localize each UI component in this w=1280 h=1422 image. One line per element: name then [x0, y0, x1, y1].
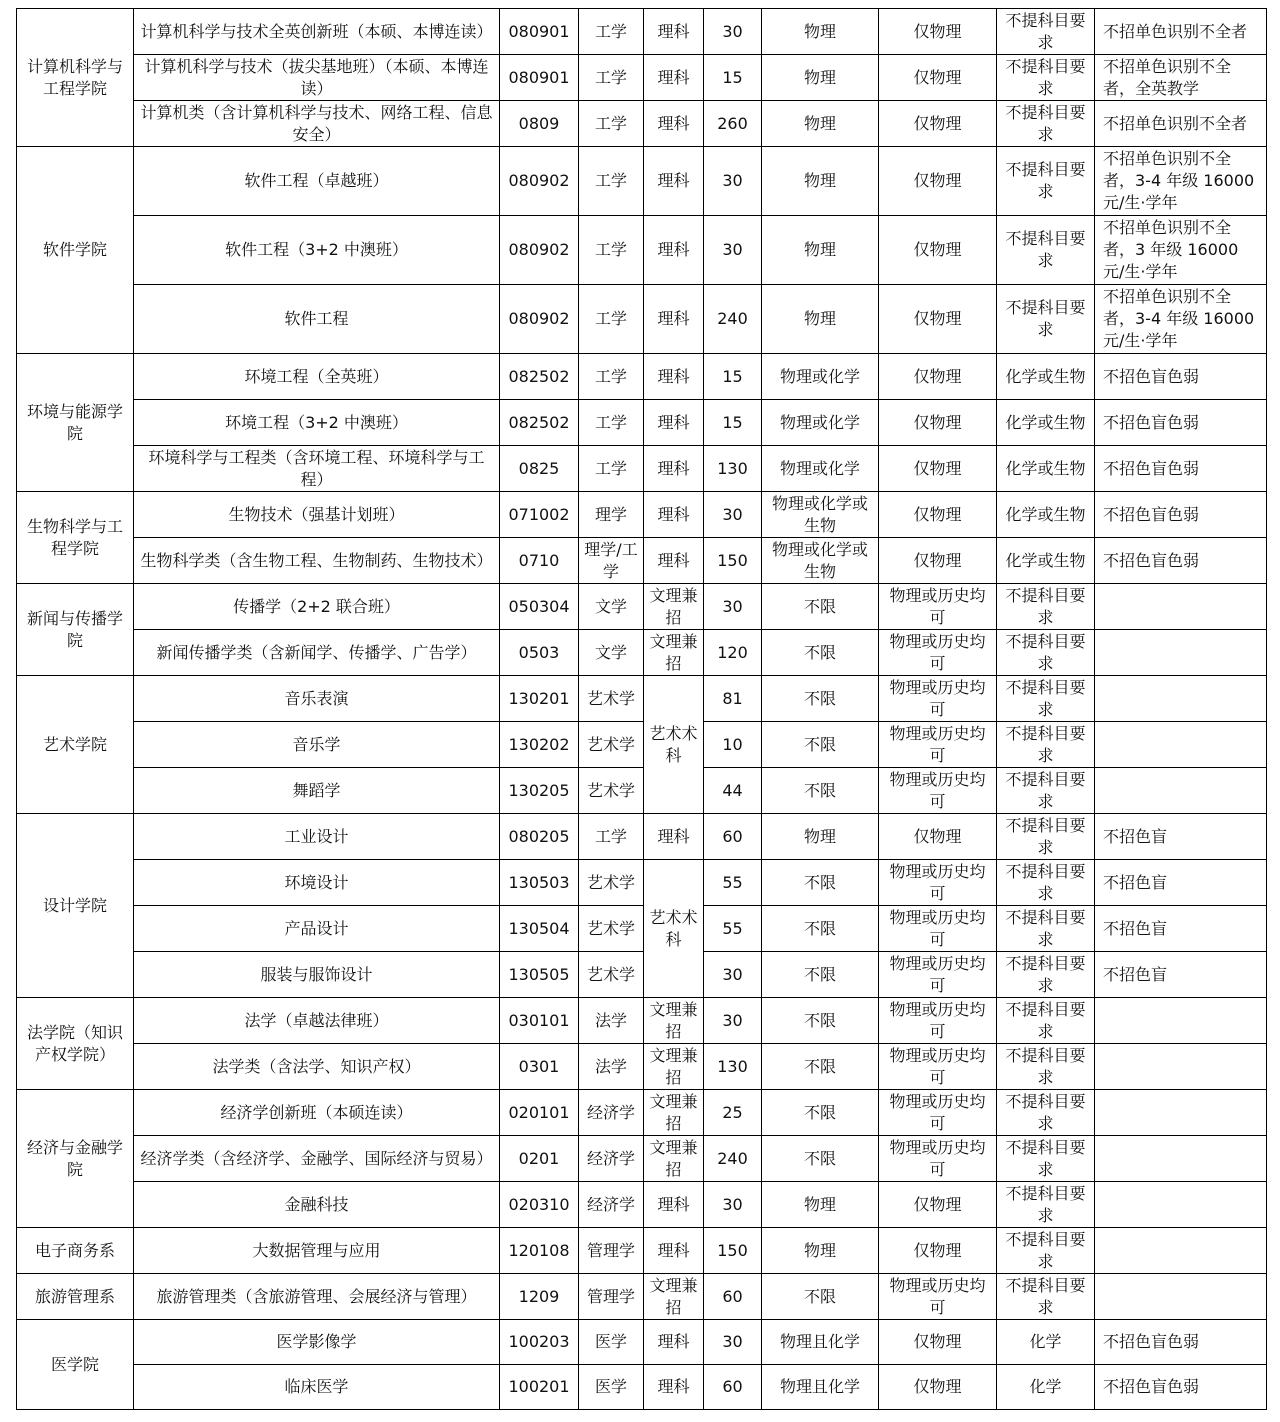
quota-cell: 15 [704, 354, 762, 400]
category-cell: 理科 [644, 1320, 704, 1365]
preferred-subject-cell: 物理且化学 [762, 1365, 879, 1410]
category-cell: 理科 [644, 354, 704, 400]
major-cell: 舞蹈学 [134, 768, 500, 814]
elective-requirement-cell: 不提科目要求 [997, 584, 1095, 630]
code-cell: 1209 [500, 1274, 579, 1320]
major-cell: 工业设计 [134, 814, 500, 860]
major-cell: 计算机类（含计算机科学与技术、网络工程、信息安全） [134, 101, 500, 147]
major-cell: 音乐表演 [134, 676, 500, 722]
elective-requirement-cell: 化学 [997, 1365, 1095, 1410]
code-cell: 080901 [500, 9, 579, 55]
preferred-subject-cell: 物理 [762, 216, 879, 285]
elective-requirement-cell: 不提科目要求 [997, 1044, 1095, 1090]
quota-cell: 44 [704, 768, 762, 814]
first-subject-cell: 仅物理 [879, 9, 997, 55]
table-row [17, 446, 1267, 492]
quota-cell: 260 [704, 101, 762, 147]
notes-cell: 不招单色识别不全者 [1095, 9, 1267, 55]
category-cell: 文理兼招 [644, 584, 704, 630]
preferred-subject-cell: 不限 [762, 1044, 879, 1090]
discipline-cell: 艺术学 [579, 860, 644, 906]
notes-cell: 不招单色识别不全者，3-4 年级 16000 元/生·学年 [1095, 285, 1267, 354]
notes-cell: 不招色盲色弱 [1095, 492, 1267, 538]
notes-cell: 不招色盲色弱 [1095, 400, 1267, 446]
preferred-subject-cell: 物理或化学 [762, 400, 879, 446]
first-subject-cell: 仅物理 [879, 1228, 997, 1274]
major-cell: 经济学类（含经济学、金融学、国际经济与贸易） [134, 1136, 500, 1182]
first-subject-cell: 仅物理 [879, 1182, 997, 1228]
category-cell: 文理兼招 [644, 1136, 704, 1182]
code-cell: 0825 [500, 446, 579, 492]
table-row [17, 354, 1267, 400]
notes-cell [1095, 676, 1267, 722]
first-subject-cell: 物理或历史均可 [879, 722, 997, 768]
category-cell: 理科 [644, 147, 704, 216]
discipline-cell: 医学 [579, 1365, 644, 1410]
code-cell: 0201 [500, 1136, 579, 1182]
discipline-cell: 医学 [579, 1320, 644, 1365]
table-row [17, 814, 1267, 860]
elective-requirement-cell: 不提科目要求 [997, 768, 1095, 814]
preferred-subject-cell: 不限 [762, 676, 879, 722]
quota-cell: 240 [704, 1136, 762, 1182]
discipline-cell: 经济学 [579, 1136, 644, 1182]
table-row [17, 952, 1267, 998]
discipline-cell: 工学 [579, 9, 644, 55]
category-cell: 文理兼招 [644, 1274, 704, 1320]
elective-requirement-cell: 不提科目要求 [997, 1090, 1095, 1136]
elective-requirement-cell: 不提科目要求 [997, 630, 1095, 676]
elective-requirement-cell: 不提科目要求 [997, 676, 1095, 722]
major-cell: 环境工程（3+2 中澳班） [134, 400, 500, 446]
table-row [17, 1044, 1267, 1090]
major-cell: 环境设计 [134, 860, 500, 906]
college-cell: 电子商务系 [17, 1228, 134, 1274]
table-row [17, 538, 1267, 584]
category-cell: 理科 [644, 1182, 704, 1228]
preferred-subject-cell: 物理且化学 [762, 1320, 879, 1365]
table-row [17, 1136, 1267, 1182]
major-cell: 软件工程（3+2 中澳班） [134, 216, 500, 285]
major-cell: 环境科学与工程类（含环境工程、环境科学与工程） [134, 446, 500, 492]
first-subject-cell: 物理或历史均可 [879, 584, 997, 630]
elective-requirement-cell: 不提科目要求 [997, 147, 1095, 216]
major-cell: 传播学（2+2 联合班） [134, 584, 500, 630]
category-cell: 理科 [644, 492, 704, 538]
preferred-subject-cell: 物理 [762, 1182, 879, 1228]
first-subject-cell: 仅物理 [879, 55, 997, 101]
first-subject-cell: 物理或历史均可 [879, 952, 997, 998]
quota-cell: 10 [704, 722, 762, 768]
first-subject-cell: 仅物理 [879, 400, 997, 446]
first-subject-cell: 仅物理 [879, 1365, 997, 1410]
notes-cell: 不招单色识别不全者 [1095, 101, 1267, 147]
quota-cell: 30 [704, 1182, 762, 1228]
code-cell: 130503 [500, 860, 579, 906]
code-cell: 0710 [500, 538, 579, 584]
category-cell: 文理兼招 [644, 1044, 704, 1090]
code-cell: 080205 [500, 814, 579, 860]
discipline-cell: 经济学 [579, 1090, 644, 1136]
category-cell: 艺术术科 [644, 676, 704, 814]
code-cell: 130505 [500, 952, 579, 998]
category-cell: 文理兼招 [644, 630, 704, 676]
college-cell: 经济与金融学院 [17, 1090, 134, 1228]
code-cell: 071002 [500, 492, 579, 538]
table-row [17, 722, 1267, 768]
elective-requirement-cell: 不提科目要求 [997, 722, 1095, 768]
quota-cell: 150 [704, 538, 762, 584]
category-cell: 理科 [644, 814, 704, 860]
first-subject-cell: 物理或历史均可 [879, 1044, 997, 1090]
major-cell: 环境工程（全英班） [134, 354, 500, 400]
elective-requirement-cell: 化学或生物 [997, 492, 1095, 538]
major-cell: 产品设计 [134, 906, 500, 952]
major-cell: 服装与服饰设计 [134, 952, 500, 998]
first-subject-cell: 仅物理 [879, 1320, 997, 1365]
elective-requirement-cell: 不提科目要求 [997, 998, 1095, 1044]
discipline-cell: 文学 [579, 584, 644, 630]
quota-cell: 30 [704, 952, 762, 998]
code-cell: 130205 [500, 768, 579, 814]
first-subject-cell: 仅物理 [879, 285, 997, 354]
major-cell: 法学（卓越法律班） [134, 998, 500, 1044]
preferred-subject-cell: 不限 [762, 722, 879, 768]
code-cell: 082502 [500, 400, 579, 446]
elective-requirement-cell: 不提科目要求 [997, 1182, 1095, 1228]
major-cell: 计算机科学与技术全英创新班（本硕、本博连读） [134, 9, 500, 55]
table-row [17, 906, 1267, 952]
code-cell: 030101 [500, 998, 579, 1044]
table-row [17, 768, 1267, 814]
college-cell: 环境与能源学院 [17, 354, 134, 492]
first-subject-cell: 仅物理 [879, 354, 997, 400]
notes-cell: 不招单色识别不全者，3 年级 16000 元/生·学年 [1095, 216, 1267, 285]
preferred-subject-cell: 物理 [762, 147, 879, 216]
notes-cell [1095, 768, 1267, 814]
quota-cell: 120 [704, 630, 762, 676]
code-cell: 0301 [500, 1044, 579, 1090]
college-cell: 设计学院 [17, 814, 134, 998]
code-cell: 130201 [500, 676, 579, 722]
notes-cell: 不招色盲色弱 [1095, 538, 1267, 584]
category-cell: 理科 [644, 400, 704, 446]
table-row [17, 1090, 1267, 1136]
elective-requirement-cell: 不提科目要求 [997, 9, 1095, 55]
preferred-subject-cell: 不限 [762, 860, 879, 906]
preferred-subject-cell: 不限 [762, 998, 879, 1044]
notes-cell: 不招色盲 [1095, 814, 1267, 860]
notes-cell [1095, 1090, 1267, 1136]
quota-cell: 30 [704, 584, 762, 630]
elective-requirement-cell: 化学或生物 [997, 400, 1095, 446]
college-cell: 生物科学与工程学院 [17, 492, 134, 584]
table-row [17, 584, 1267, 630]
college-cell: 艺术学院 [17, 676, 134, 814]
table-row [17, 1228, 1267, 1274]
code-cell: 100201 [500, 1365, 579, 1410]
elective-requirement-cell: 不提科目要求 [997, 55, 1095, 101]
major-cell: 软件工程 [134, 285, 500, 354]
quota-cell: 55 [704, 906, 762, 952]
major-cell: 旅游管理类（含旅游管理、会展经济与管理） [134, 1274, 500, 1320]
elective-requirement-cell: 不提科目要求 [997, 952, 1095, 998]
preferred-subject-cell: 物理 [762, 9, 879, 55]
first-subject-cell: 物理或历史均可 [879, 1274, 997, 1320]
preferred-subject-cell: 不限 [762, 1274, 879, 1320]
discipline-cell: 理学/工学 [579, 538, 644, 584]
table-row [17, 1274, 1267, 1320]
notes-cell [1095, 722, 1267, 768]
first-subject-cell: 物理或历史均可 [879, 906, 997, 952]
discipline-cell: 管理学 [579, 1274, 644, 1320]
preferred-subject-cell: 不限 [762, 1090, 879, 1136]
quota-cell: 55 [704, 860, 762, 906]
preferred-subject-cell: 物理或化学或生物 [762, 538, 879, 584]
notes-cell: 不招色盲色弱 [1095, 1320, 1267, 1365]
preferred-subject-cell: 物理 [762, 285, 879, 354]
college-cell: 旅游管理系 [17, 1274, 134, 1320]
notes-cell: 不招色盲 [1095, 952, 1267, 998]
table-row [17, 1365, 1267, 1410]
college-cell: 法学院（知识产权学院） [17, 998, 134, 1090]
first-subject-cell: 仅物理 [879, 814, 997, 860]
elective-requirement-cell: 不提科目要求 [997, 814, 1095, 860]
elective-requirement-cell: 不提科目要求 [997, 906, 1095, 952]
table-row [17, 101, 1267, 147]
discipline-cell: 艺术学 [579, 952, 644, 998]
table-row [17, 492, 1267, 538]
notes-cell: 不招色盲色弱 [1095, 1365, 1267, 1410]
discipline-cell: 艺术学 [579, 722, 644, 768]
first-subject-cell: 仅物理 [879, 492, 997, 538]
notes-cell: 不招色盲 [1095, 906, 1267, 952]
category-cell: 理科 [644, 216, 704, 285]
table-row [17, 9, 1267, 55]
notes-cell [1095, 1228, 1267, 1274]
major-cell: 法学类（含法学、知识产权） [134, 1044, 500, 1090]
discipline-cell: 工学 [579, 814, 644, 860]
preferred-subject-cell: 物理或化学 [762, 446, 879, 492]
elective-requirement-cell: 不提科目要求 [997, 1274, 1095, 1320]
discipline-cell: 艺术学 [579, 676, 644, 722]
college-cell: 计算机科学与工程学院 [17, 9, 134, 147]
preferred-subject-cell: 物理 [762, 814, 879, 860]
quota-cell: 30 [704, 216, 762, 285]
table-row [17, 998, 1267, 1044]
preferred-subject-cell: 不限 [762, 906, 879, 952]
quota-cell: 30 [704, 492, 762, 538]
elective-requirement-cell: 不提科目要求 [997, 1136, 1095, 1182]
quota-cell: 81 [704, 676, 762, 722]
first-subject-cell: 物理或历史均可 [879, 998, 997, 1044]
code-cell: 0503 [500, 630, 579, 676]
code-cell: 0809 [500, 101, 579, 147]
discipline-cell: 工学 [579, 400, 644, 446]
first-subject-cell: 物理或历史均可 [879, 1136, 997, 1182]
elective-requirement-cell: 化学或生物 [997, 354, 1095, 400]
major-cell: 生物技术（强基计划班） [134, 492, 500, 538]
table-row [17, 55, 1267, 101]
code-cell: 020310 [500, 1182, 579, 1228]
category-cell: 艺术术科 [644, 860, 704, 998]
category-cell: 理科 [644, 55, 704, 101]
category-cell: 理科 [644, 1365, 704, 1410]
category-cell: 文理兼招 [644, 1090, 704, 1136]
first-subject-cell: 物理或历史均可 [879, 768, 997, 814]
code-cell: 080902 [500, 285, 579, 354]
first-subject-cell: 物理或历史均可 [879, 1090, 997, 1136]
discipline-cell: 工学 [579, 147, 644, 216]
code-cell: 130202 [500, 722, 579, 768]
table-row [17, 1320, 1267, 1365]
quota-cell: 25 [704, 1090, 762, 1136]
discipline-cell: 工学 [579, 216, 644, 285]
major-cell: 医学影像学 [134, 1320, 500, 1365]
table-row [17, 860, 1267, 906]
elective-requirement-cell: 不提科目要求 [997, 1228, 1095, 1274]
table-row [17, 285, 1267, 354]
discipline-cell: 管理学 [579, 1228, 644, 1274]
quota-cell: 15 [704, 400, 762, 446]
notes-cell: 不招单色识别不全者，3-4 年级 16000 元/生·学年 [1095, 147, 1267, 216]
table-row [17, 676, 1267, 722]
major-cell: 音乐学 [134, 722, 500, 768]
preferred-subject-cell: 不限 [762, 1136, 879, 1182]
code-cell: 130504 [500, 906, 579, 952]
elective-requirement-cell: 化学或生物 [997, 538, 1095, 584]
discipline-cell: 艺术学 [579, 906, 644, 952]
quota-cell: 15 [704, 55, 762, 101]
major-cell: 大数据管理与应用 [134, 1228, 500, 1274]
notes-cell [1095, 1182, 1267, 1228]
quota-cell: 60 [704, 1365, 762, 1410]
discipline-cell: 工学 [579, 55, 644, 101]
code-cell: 050304 [500, 584, 579, 630]
quota-cell: 30 [704, 147, 762, 216]
table-row [17, 630, 1267, 676]
first-subject-cell: 物理或历史均可 [879, 676, 997, 722]
code-cell: 082502 [500, 354, 579, 400]
college-cell: 软件学院 [17, 147, 134, 354]
major-cell: 新闻传播学类（含新闻学、传播学、广告学） [134, 630, 500, 676]
preferred-subject-cell: 物理 [762, 1228, 879, 1274]
discipline-cell: 艺术学 [579, 768, 644, 814]
quota-cell: 30 [704, 1320, 762, 1365]
code-cell: 080902 [500, 147, 579, 216]
quota-cell: 30 [704, 9, 762, 55]
first-subject-cell: 仅物理 [879, 446, 997, 492]
admissions-plan-table [16, 8, 1267, 1410]
quota-cell: 60 [704, 814, 762, 860]
preferred-subject-cell: 物理 [762, 101, 879, 147]
quota-cell: 30 [704, 998, 762, 1044]
first-subject-cell: 仅物理 [879, 216, 997, 285]
quota-cell: 60 [704, 1274, 762, 1320]
first-subject-cell: 仅物理 [879, 147, 997, 216]
category-cell: 文理兼招 [644, 998, 704, 1044]
major-cell: 软件工程（卓越班） [134, 147, 500, 216]
code-cell: 080902 [500, 216, 579, 285]
elective-requirement-cell: 不提科目要求 [997, 216, 1095, 285]
preferred-subject-cell: 物理或化学或生物 [762, 492, 879, 538]
notes-cell: 不招色盲色弱 [1095, 354, 1267, 400]
table-row [17, 400, 1267, 446]
first-subject-cell: 物理或历史均可 [879, 630, 997, 676]
category-cell: 理科 [644, 446, 704, 492]
notes-cell: 不招色盲色弱 [1095, 446, 1267, 492]
major-cell: 生物科学类（含生物工程、生物制药、生物技术） [134, 538, 500, 584]
discipline-cell: 工学 [579, 285, 644, 354]
college-cell: 医学院 [17, 1320, 134, 1410]
quota-cell: 240 [704, 285, 762, 354]
notes-cell [1095, 1136, 1267, 1182]
category-cell: 理科 [644, 9, 704, 55]
first-subject-cell: 物理或历史均可 [879, 860, 997, 906]
college-cell: 新闻与传播学院 [17, 584, 134, 676]
discipline-cell: 经济学 [579, 1182, 644, 1228]
elective-requirement-cell: 化学或生物 [997, 446, 1095, 492]
preferred-subject-cell: 不限 [762, 584, 879, 630]
discipline-cell: 理学 [579, 492, 644, 538]
major-cell: 金融科技 [134, 1182, 500, 1228]
discipline-cell: 法学 [579, 1044, 644, 1090]
elective-requirement-cell: 不提科目要求 [997, 101, 1095, 147]
preferred-subject-cell: 不限 [762, 630, 879, 676]
elective-requirement-cell: 不提科目要求 [997, 285, 1095, 354]
table-row [17, 147, 1267, 216]
elective-requirement-cell: 化学 [997, 1320, 1095, 1365]
code-cell: 120108 [500, 1228, 579, 1274]
elective-requirement-cell: 不提科目要求 [997, 860, 1095, 906]
quota-cell: 150 [704, 1228, 762, 1274]
preferred-subject-cell: 不限 [762, 768, 879, 814]
notes-cell [1095, 1044, 1267, 1090]
discipline-cell: 文学 [579, 630, 644, 676]
category-cell: 理科 [644, 101, 704, 147]
discipline-cell: 工学 [579, 101, 644, 147]
notes-cell [1095, 998, 1267, 1044]
notes-cell [1095, 584, 1267, 630]
major-cell: 计算机科学与技术（拔尖基地班）（本硕、本博连读） [134, 55, 500, 101]
category-cell: 理科 [644, 538, 704, 584]
discipline-cell: 工学 [579, 446, 644, 492]
table-row [17, 216, 1267, 285]
first-subject-cell: 仅物理 [879, 538, 997, 584]
code-cell: 020101 [500, 1090, 579, 1136]
major-cell: 经济学创新班（本硕连读） [134, 1090, 500, 1136]
notes-cell [1095, 630, 1267, 676]
notes-cell: 不招单色识别不全者，全英教学 [1095, 55, 1267, 101]
discipline-cell: 法学 [579, 998, 644, 1044]
table-row [17, 1182, 1267, 1228]
code-cell: 100203 [500, 1320, 579, 1365]
notes-cell [1095, 1274, 1267, 1320]
discipline-cell: 工学 [579, 354, 644, 400]
first-subject-cell: 仅物理 [879, 101, 997, 147]
quota-cell: 130 [704, 1044, 762, 1090]
notes-cell: 不招色盲 [1095, 860, 1267, 906]
preferred-subject-cell: 不限 [762, 952, 879, 998]
major-cell: 临床医学 [134, 1365, 500, 1410]
code-cell: 080901 [500, 55, 579, 101]
category-cell: 理科 [644, 285, 704, 354]
preferred-subject-cell: 物理 [762, 55, 879, 101]
quota-cell: 130 [704, 446, 762, 492]
preferred-subject-cell: 物理或化学 [762, 354, 879, 400]
category-cell: 理科 [644, 1228, 704, 1274]
